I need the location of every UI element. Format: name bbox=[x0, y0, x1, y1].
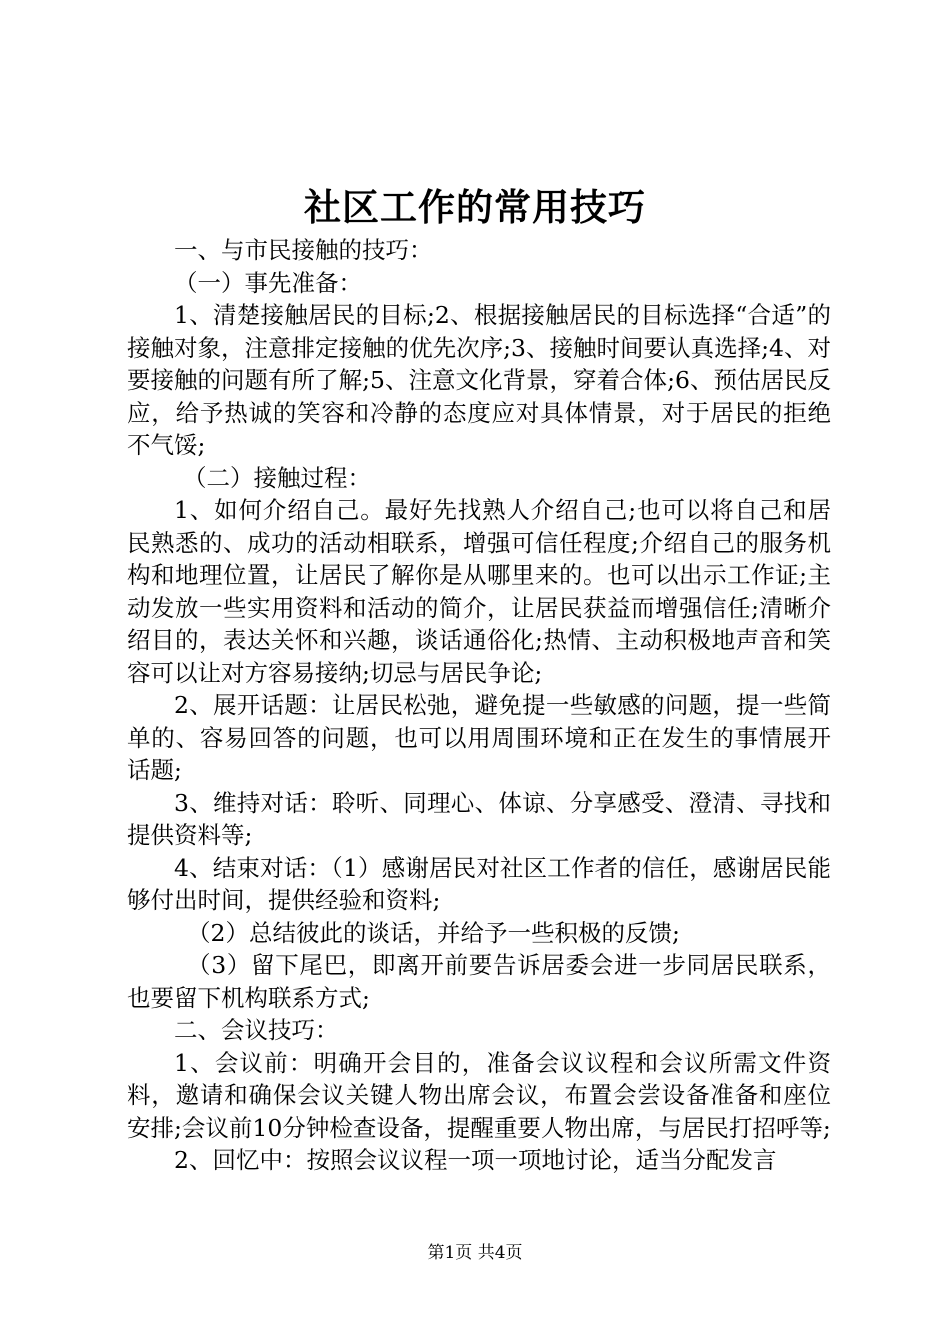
paragraph: 2、展开话题：让居民松弛，避免提一些敏感的问题，提一些简单的、容易回答的问题，也可以用周围环境和正在发生的事情展开话题; bbox=[127, 691, 831, 784]
paragraph: （3）留下尾巴，即离开前要告诉居委会进一步同居民联系，也要留下机构联系方式; bbox=[127, 951, 831, 1012]
paragraph: 1、如何介绍自己。最好先找熟人介绍自己;也可以将自己和居民熟悉的、成功的活动相联系，增强可信任程度;介绍自己的服务机构和地理位置，让居民了解你是从哪里来的。也可以出示工作证;主动发放一些实用资料和活动的简介，让居民获益而增强信任;清晰介绍目的，表达关怀和兴趣，谈话通俗化;热情、主动积极地声音和笑容可以让对方容易接纳;切忌与居民争论; bbox=[127, 496, 831, 687]
paragraph: （2）总结彼此的谈话，并给予一些积极的反馈; bbox=[187, 918, 680, 947]
paragraph: 1、会议前：明确开会目的，准备会议议程和会议所需文件资料，邀请和确保会议关键人物出席会议，布置会尝设备准备和座位安排;会议前10分钟检查设备，提醒重要人物出席，与居民打招呼等; bbox=[127, 1048, 831, 1142]
paragraph: 1、清楚接触居民的目标;2、根据接触居民的目标选择“合适”的接触对象，注意排定接触的优先次序;3、接触时间要认真选择;4、对要接触的问题有所了解;5、注意文化背景，穿着合体;6、预估居民反应，给予热诚的笑容和冷静的态度应对具体情景，对于居民的拒绝不气馁; bbox=[127, 301, 831, 459]
section-heading: 一、与市民接触的技巧： bbox=[174, 236, 433, 264]
document-title: 社区工作的常用技巧 bbox=[304, 185, 646, 229]
subsection-heading: （一）事先准备： bbox=[174, 268, 362, 297]
document-body bbox=[127, 234, 831, 1177]
paragraph: 2、回忆中：按照会议议程一项一项地讨论，适当分配发言 bbox=[174, 1146, 777, 1174]
subsection-heading: （二）接触过程： bbox=[183, 463, 371, 492]
paragraph: 3、维持对话：聆听、同理心、体谅、分享感受、澄清、寻找和提供资料等; bbox=[127, 788, 831, 849]
section-heading: 二、会议技巧： bbox=[174, 1016, 339, 1044]
page-number: 第1页 共4页 bbox=[427, 1243, 523, 1263]
paragraph: 4、结束对话：（1）感谢居民对社区工作者的信任，感谢居民能够付出时间，提供经验和资料; bbox=[127, 853, 831, 914]
